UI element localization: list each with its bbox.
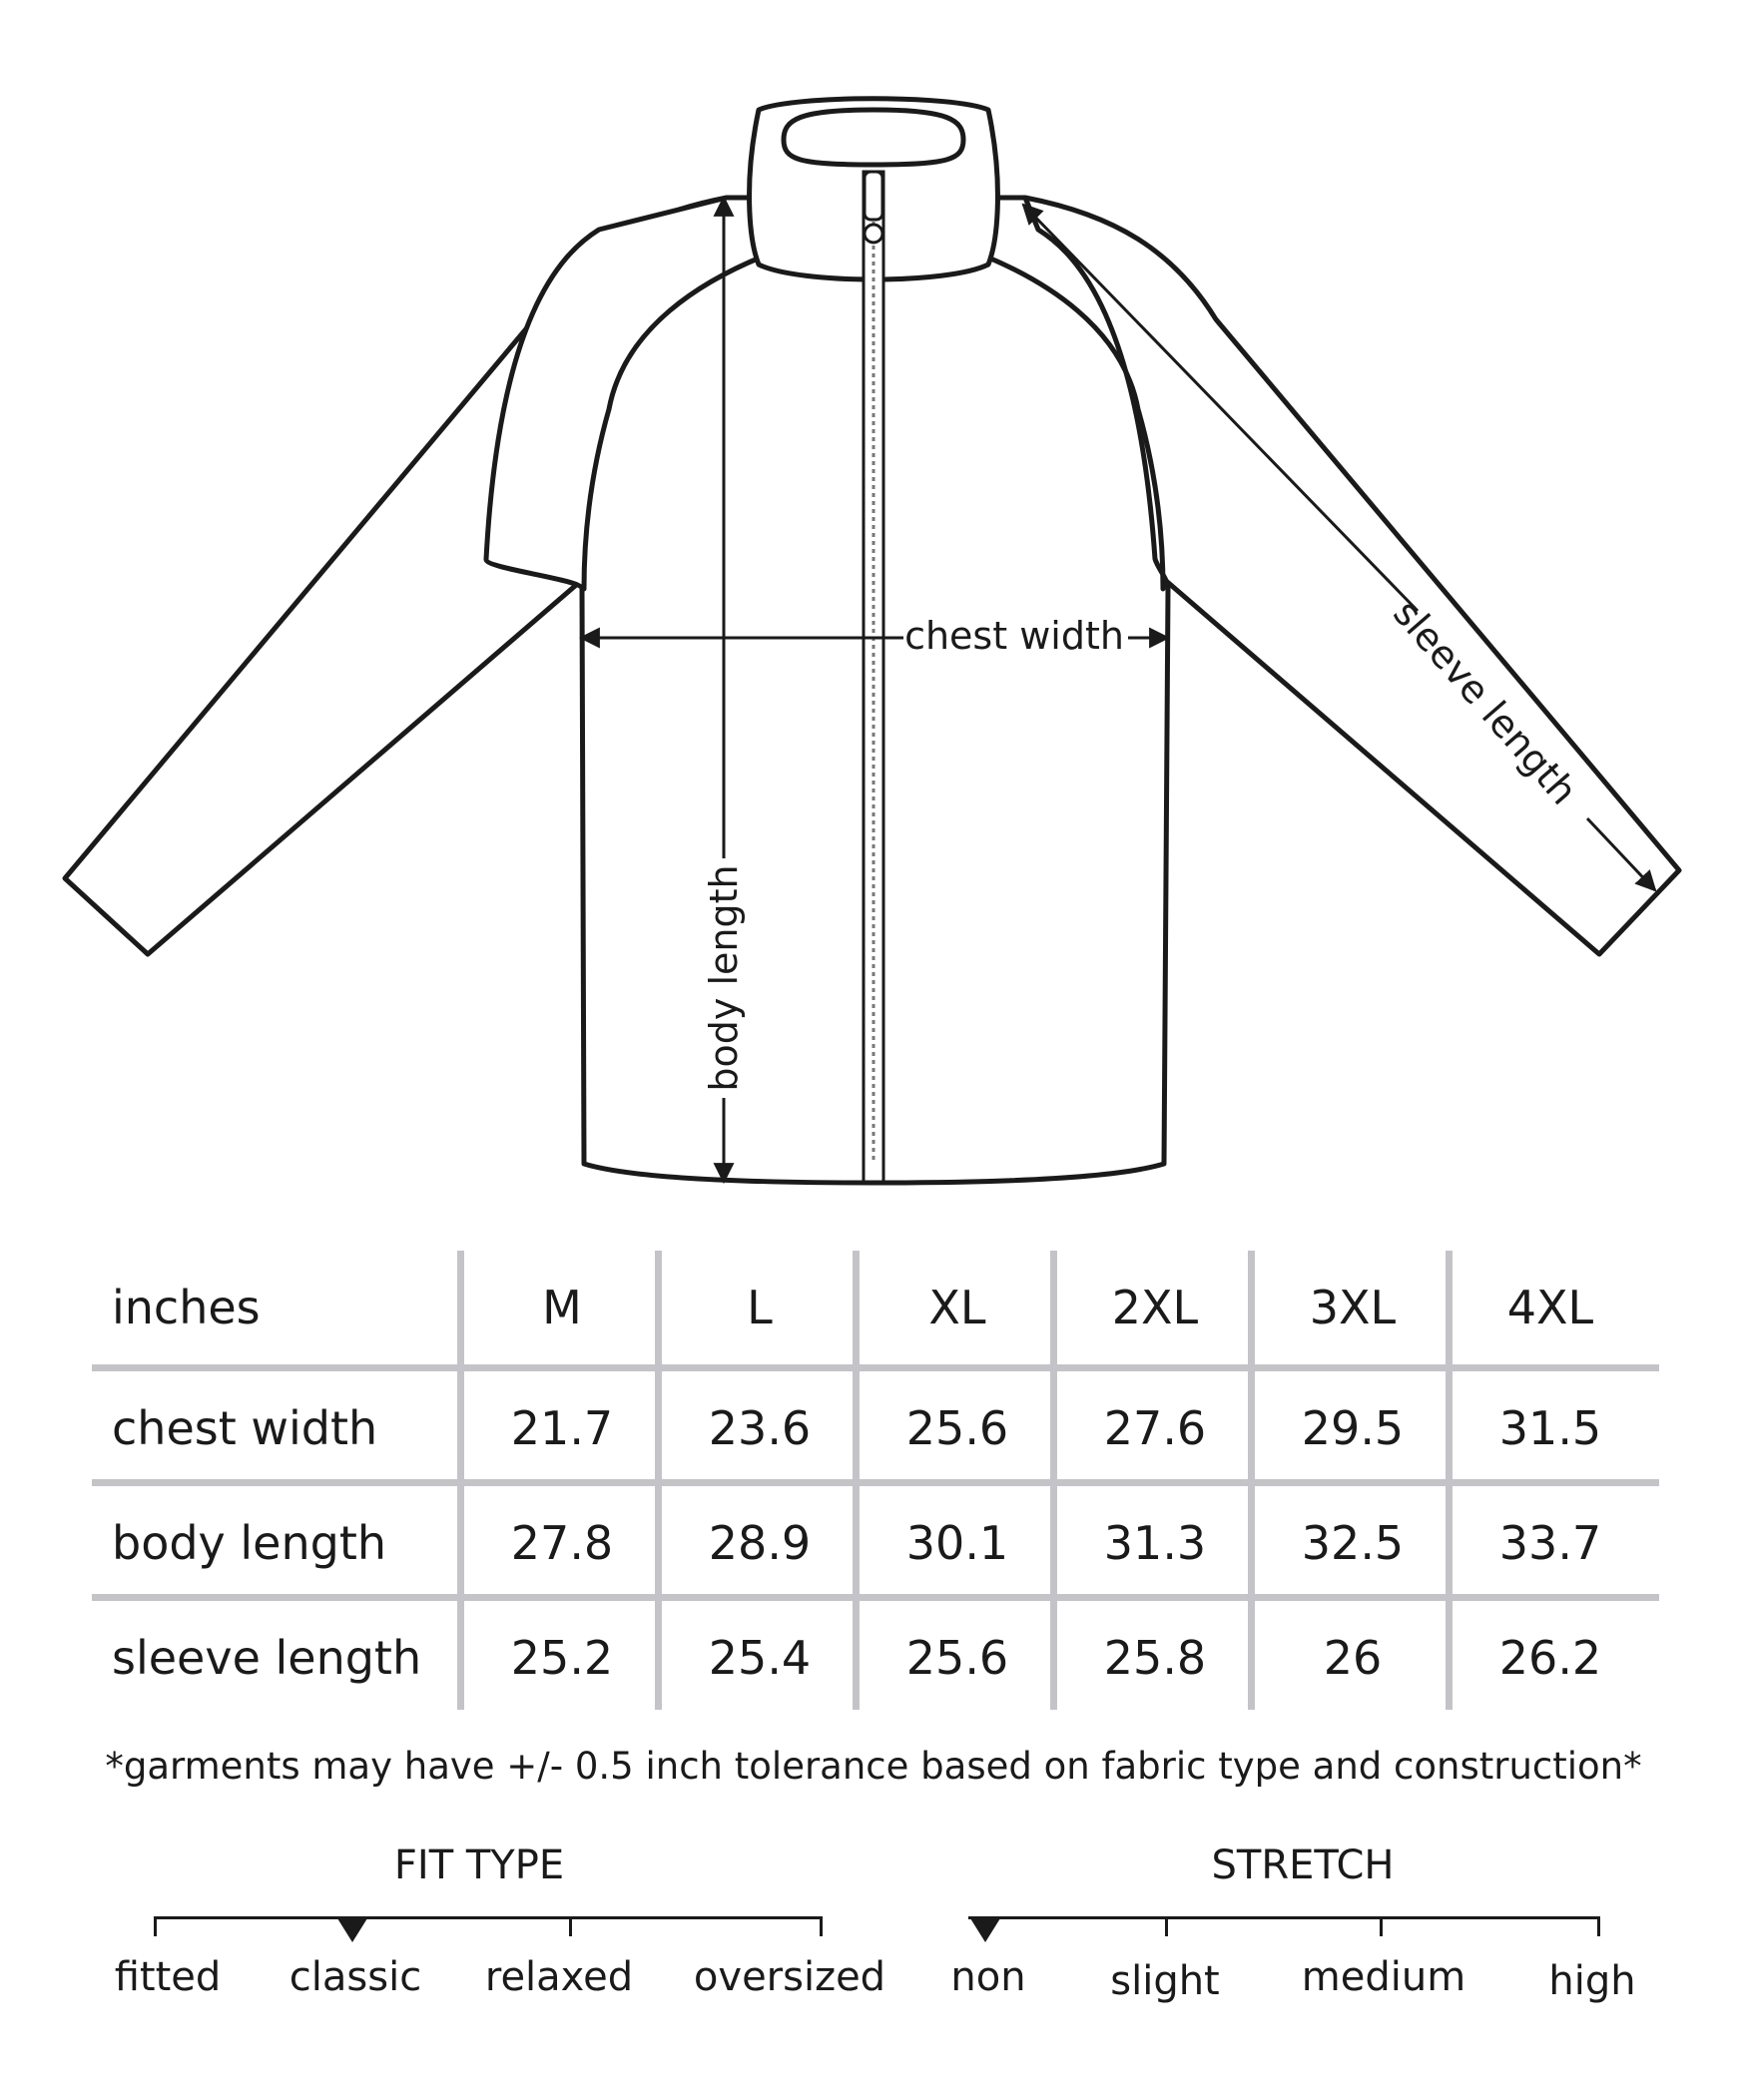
size-header: M xyxy=(542,1281,582,1334)
size-header: 3XL xyxy=(1309,1281,1397,1334)
stretch-tick xyxy=(1380,1916,1383,1936)
table-cell: 26.2 xyxy=(1498,1631,1602,1685)
zipper-pull-icon xyxy=(865,172,882,220)
fit-type-axis xyxy=(155,1916,822,1919)
table-cell: 25.4 xyxy=(708,1631,812,1685)
table-cell: 28.9 xyxy=(708,1516,812,1570)
fit-type-tick xyxy=(569,1916,572,1936)
table-cell: 33.7 xyxy=(1498,1516,1602,1570)
stretch-option: medium xyxy=(1301,1954,1466,2000)
table-cell: 27.8 xyxy=(510,1516,614,1570)
table-divider xyxy=(92,1364,1659,1371)
column-divider xyxy=(853,1251,860,1710)
table-cell: 32.5 xyxy=(1301,1516,1405,1570)
jacket-body xyxy=(486,198,1168,1183)
fit-type-option: classic xyxy=(289,1954,422,2000)
size-header: 4XL xyxy=(1506,1281,1594,1334)
stretch-tick xyxy=(1165,1916,1168,1936)
table-header-row xyxy=(92,1251,1659,1364)
table-cell: 25.8 xyxy=(1103,1631,1207,1685)
table-divider xyxy=(92,1594,1659,1601)
zipper-slider-icon xyxy=(865,225,882,243)
table-cell: 31.3 xyxy=(1103,1516,1207,1570)
stretch-title: STRETCH xyxy=(1211,1842,1395,1888)
table-cell: 25.6 xyxy=(905,1401,1009,1455)
stretch-option: non xyxy=(950,1954,1026,2000)
size-header: 2XL xyxy=(1111,1281,1199,1334)
row-label: chest width xyxy=(112,1401,378,1455)
column-divider xyxy=(655,1251,662,1710)
body-length-label: body length xyxy=(702,864,746,1092)
fit-type-title: FIT TYPE xyxy=(393,1842,565,1888)
fit-type-option: relaxed xyxy=(484,1954,634,2000)
fit-type-option: oversized xyxy=(693,1954,886,2000)
table-cell: 25.2 xyxy=(510,1631,614,1685)
row-label: body length xyxy=(112,1516,387,1570)
table-divider xyxy=(92,1479,1659,1486)
column-divider xyxy=(1050,1251,1057,1710)
table-cell: 21.7 xyxy=(510,1401,614,1455)
size-header: L xyxy=(747,1281,773,1334)
fit-type-selected-marker-icon xyxy=(337,1918,367,1942)
table-row xyxy=(92,1486,1659,1600)
table-cell: 25.6 xyxy=(905,1631,1009,1685)
tolerance-note: *garments may have +/- 0.5 inch tolerance based on fabric type and construction* xyxy=(105,1745,1642,1788)
unit-label: inches xyxy=(112,1281,261,1334)
table-row xyxy=(92,1601,1659,1715)
fit-type-tick xyxy=(154,1916,157,1936)
fit-type-tick xyxy=(820,1916,823,1936)
fit-type-option: fitted xyxy=(114,1954,222,2000)
table-row xyxy=(92,1371,1659,1485)
stretch-tick xyxy=(1597,1916,1600,1936)
column-divider xyxy=(1446,1251,1453,1710)
stretch-axis xyxy=(968,1916,1599,1919)
chest-width-label: chest width xyxy=(904,614,1124,658)
sleeve-length-label: sleeve length xyxy=(1385,591,1586,813)
row-label: sleeve length xyxy=(112,1631,422,1685)
size-table xyxy=(92,1251,1659,1710)
table-cell: 30.1 xyxy=(905,1516,1009,1570)
stretch-selected-marker-icon xyxy=(970,1918,1000,1942)
table-cell: 31.5 xyxy=(1498,1401,1602,1455)
table-cell: 27.6 xyxy=(1103,1401,1207,1455)
table-cell: 26 xyxy=(1323,1631,1383,1685)
column-divider xyxy=(1248,1251,1255,1710)
stretch-option: slight xyxy=(1110,1958,1220,2004)
table-cell: 23.6 xyxy=(708,1401,812,1455)
column-divider xyxy=(457,1251,464,1710)
size-header: XL xyxy=(928,1281,986,1334)
stretch-option: high xyxy=(1548,1958,1636,2004)
table-cell: 29.5 xyxy=(1301,1401,1405,1455)
